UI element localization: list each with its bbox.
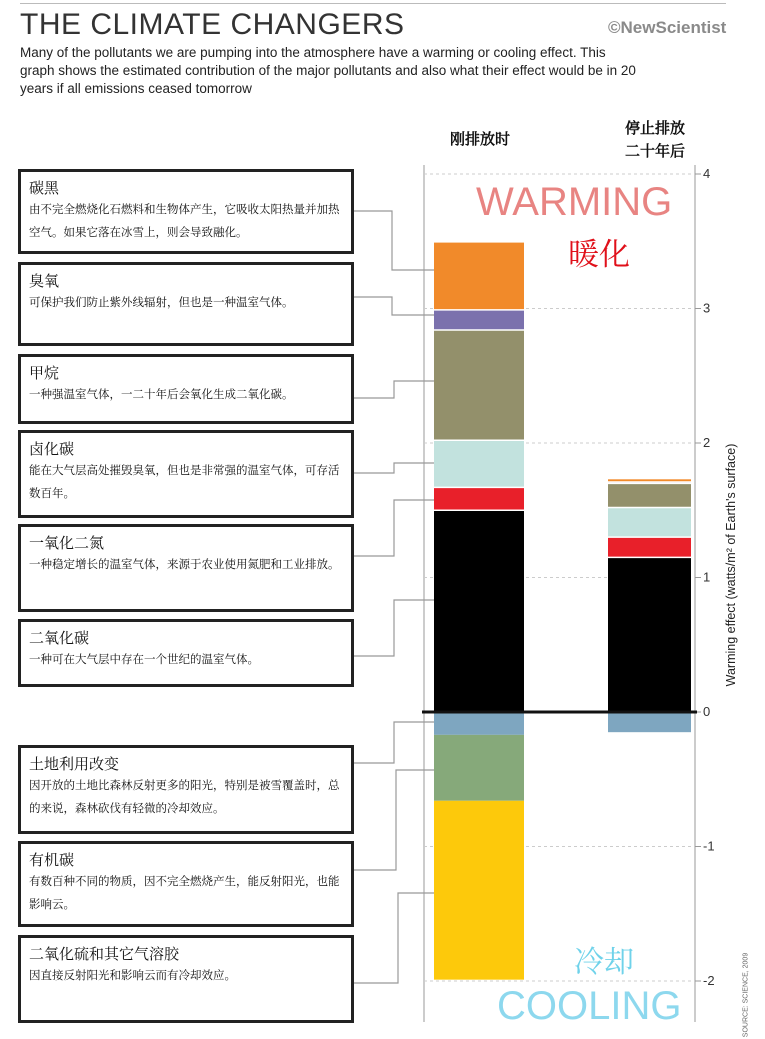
bar-segment bbox=[608, 537, 691, 557]
y-tick-label: 4 bbox=[703, 166, 711, 181]
legend-description: 有数百种不同的物质，因不完全燃烧产生，能反射阳光，也能影响云。 bbox=[29, 874, 340, 911]
legend-box-halocarbons bbox=[18, 430, 354, 518]
legend-description: 因开放的土地比森林反射更多的阳光，特别是被雪覆盖时，总的来说，森林砍伐有轻微的冷却效应。 bbox=[29, 778, 340, 815]
legend-box-organic-carbon bbox=[18, 841, 354, 927]
legend-description: 可保护我们防止紫外线辐射，但也是一种温室气体。 bbox=[29, 295, 294, 309]
leader-line bbox=[354, 893, 434, 983]
leader-line bbox=[354, 722, 434, 763]
legend-title: 一氧化二氮 bbox=[29, 534, 105, 552]
chart-subtitle: Many of the pollutants we are pumping into the atmosphere have a warming or cooling effect. This graph shows the estimated contribution of the major pollutants and also what their effect would be in 20 years if all emissions ceased tomorrow bbox=[20, 45, 636, 96]
warming-label-cn: 暖化 bbox=[568, 237, 630, 273]
bar-segment bbox=[434, 735, 524, 801]
legend-box-black-carbon bbox=[18, 169, 354, 254]
cooling-label-en: COOLING bbox=[497, 984, 682, 1028]
y-tick-label: 0 bbox=[703, 704, 711, 719]
legend-box-co2 bbox=[18, 619, 354, 687]
legend-box-land-use bbox=[18, 745, 354, 834]
y-tick-label: 3 bbox=[703, 300, 711, 316]
bar-segment bbox=[608, 508, 691, 538]
legend-title: 有机碳 bbox=[29, 851, 75, 869]
legend-description: 一种可在大气层中存在一个世纪的温室气体。 bbox=[29, 652, 259, 666]
legend-description: 因直接反射阳光和影响云而有冷却效应。 bbox=[29, 968, 236, 982]
column-header-now: 刚排放时 bbox=[449, 130, 510, 148]
bar-segment bbox=[434, 510, 524, 712]
legend-title: 臭氧 bbox=[29, 272, 60, 290]
warming-label-en: WARMING bbox=[476, 180, 673, 224]
legend-title: 二氧化硫和其它气溶胶 bbox=[29, 945, 180, 963]
source-note: SOURCE: SCIENCE, 2009 bbox=[742, 952, 750, 1038]
bar-segment bbox=[608, 483, 691, 507]
y-tick-label: 1 bbox=[703, 569, 711, 585]
y-axis-title: Warming effect (watts/m² of Earth's surface) bbox=[724, 443, 738, 687]
leader-line bbox=[354, 770, 434, 870]
bar-segment bbox=[434, 801, 524, 980]
column-header-later-line2: 二十年后 bbox=[624, 142, 685, 160]
bar-segment bbox=[608, 712, 691, 732]
legend-description: 一种强温室气体，一二十年后会氧化生成二氧化碳。 bbox=[29, 387, 294, 401]
legend-description: 一种稳定增长的温室气体，来源于农业使用氮肥和工业排放。 bbox=[29, 557, 340, 571]
y-tick-label: 2 bbox=[703, 435, 711, 450]
legend-description: 能在大气层高处摧毁臭氧，但也是非常强的温室气体，可存活数百年。 bbox=[29, 463, 340, 500]
leader-line bbox=[354, 211, 434, 270]
y-tick-label: -2 bbox=[703, 973, 715, 988]
bar-segment bbox=[434, 712, 524, 735]
legend-description: 由不完全燃烧化石燃料和生物体产生，它吸收太阳热量并加热空气。如果它落在冰雪上，则会导致融化。 bbox=[29, 202, 340, 239]
bar-segment bbox=[434, 243, 524, 310]
bar-segment bbox=[434, 440, 524, 487]
leader-line bbox=[354, 600, 434, 656]
bar-segment bbox=[434, 310, 524, 330]
bar-segment bbox=[608, 557, 691, 712]
leader-line bbox=[354, 297, 434, 315]
leader-line bbox=[354, 381, 434, 398]
legend-title: 甲烷 bbox=[29, 364, 60, 382]
legend-title: 土地利用改变 bbox=[29, 755, 120, 773]
bar-segment bbox=[434, 330, 524, 440]
legend-box-ozone bbox=[18, 262, 354, 346]
legend-box-methane bbox=[18, 354, 354, 424]
cooling-label-cn: 冷却 bbox=[574, 945, 634, 980]
leader-line bbox=[354, 463, 434, 473]
chart-title: THE CLIMATE CHANGERS bbox=[20, 8, 405, 41]
column-header-later-line1: 停止排放 bbox=[624, 119, 685, 137]
brand-logo: ©NewScientist bbox=[608, 18, 727, 37]
legend-box-nitrous-oxide bbox=[18, 524, 354, 612]
leader-line bbox=[354, 500, 434, 556]
legend-title: 卤化碳 bbox=[29, 440, 75, 458]
legend-title: 二氧化碳 bbox=[29, 629, 90, 647]
legend-box-sulfur-dioxide bbox=[18, 935, 354, 1023]
legend-title: 碳黑 bbox=[29, 179, 60, 197]
bar-segment bbox=[434, 487, 524, 510]
y-tick-label: -1 bbox=[703, 838, 715, 854]
